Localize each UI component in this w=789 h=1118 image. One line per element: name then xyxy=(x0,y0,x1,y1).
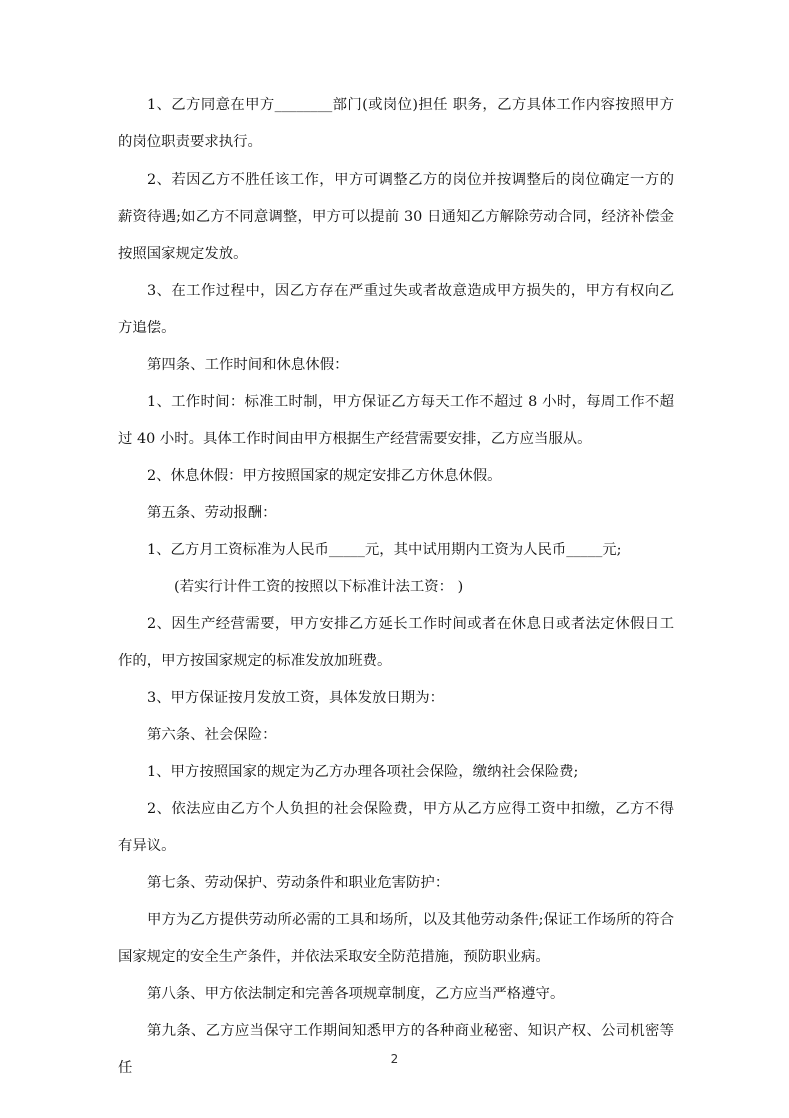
paragraph-job-position: 1、乙方同意在甲方________部门(或岗位)担任 职务，乙方具体工作内容按照甲方的岗位职责要求执行。 xyxy=(118,97,674,150)
heading-article-5: 第五条、劳动报酬： xyxy=(147,505,277,521)
paragraph-monthly-salary: 1、乙方月工资标准为人民币_____元，其中试用期内工资为人民币_____元; xyxy=(147,542,622,558)
heading-article-7: 第七条、劳动保护、劳动条件和职业危害防护： xyxy=(147,875,450,891)
paragraph-insurance-deduction: 2、依法应由乙方个人负担的社会保险费，甲方从乙方应得工资中扣缴，乙方不得有异议。 xyxy=(118,801,674,854)
heading-article-4: 第四条、工作时间和休息休假： xyxy=(147,357,349,373)
paragraph-pay-date: 3、甲方保证按月发放工资，具体发放日期为： xyxy=(147,690,444,706)
paragraph-article-9: 第九条、乙方应当保守工作期间知悉甲方的各种商业秘密、知识产权、公司机密等任 xyxy=(118,1023,674,1076)
paragraph-social-insurance: 1、甲方按照国家的规定为乙方办理各项社会保险，缴纳社会保险费; xyxy=(147,764,579,780)
paragraph-compensation-claim: 3、在工作过程中，因乙方存在严重过失或者故意造成甲方损失的，甲方有权向乙方追偿。 xyxy=(118,283,674,336)
page-number: 2 xyxy=(390,1052,399,1066)
paragraph-piece-rate-note: (若实行计件工资的按照以下标准计法工资： ) xyxy=(174,579,464,595)
paragraph-rest-leave: 2、休息休假：甲方按照国家的规定安排乙方休息休假。 xyxy=(147,468,502,484)
paragraph-labor-conditions: 甲方为乙方提供劳动所必需的工具和场所，以及其他劳动条件;保证工作场所的符合国家规定的安全生产条件，并依法采取安全防范措施，预防职业病。 xyxy=(118,912,674,965)
paragraph-position-adjustment: 2、若因乙方不胜任该工作，甲方可调整乙方的岗位并按调整后的岗位确定一方的薪资待遇;如乙方不同意调整，甲方可以提前 30 日通知乙方解除劳动合同，经济补偿金按照国家规定发放。 xyxy=(118,172,674,262)
heading-article-6: 第六条、社会保险： xyxy=(147,727,277,743)
paragraph-working-hours: 1、工作时间：标准工时制，甲方保证乙方每天工作不超过 8 小时，每周工作不超过 40 小时。具体工作时间由甲方根据生产经营需要安排，乙方应当服从。 xyxy=(118,394,674,447)
paragraph-overtime-pay: 2、因生产经营需要，甲方安排乙方延长工作时间或者在休息日或者法定休假日工作的，甲方按国家规定的标准发放加班费。 xyxy=(118,616,674,669)
paragraph-article-8: 第八条、甲方依法制定和完善各项规章制度，乙方应当严格遵守。 xyxy=(147,986,565,1002)
